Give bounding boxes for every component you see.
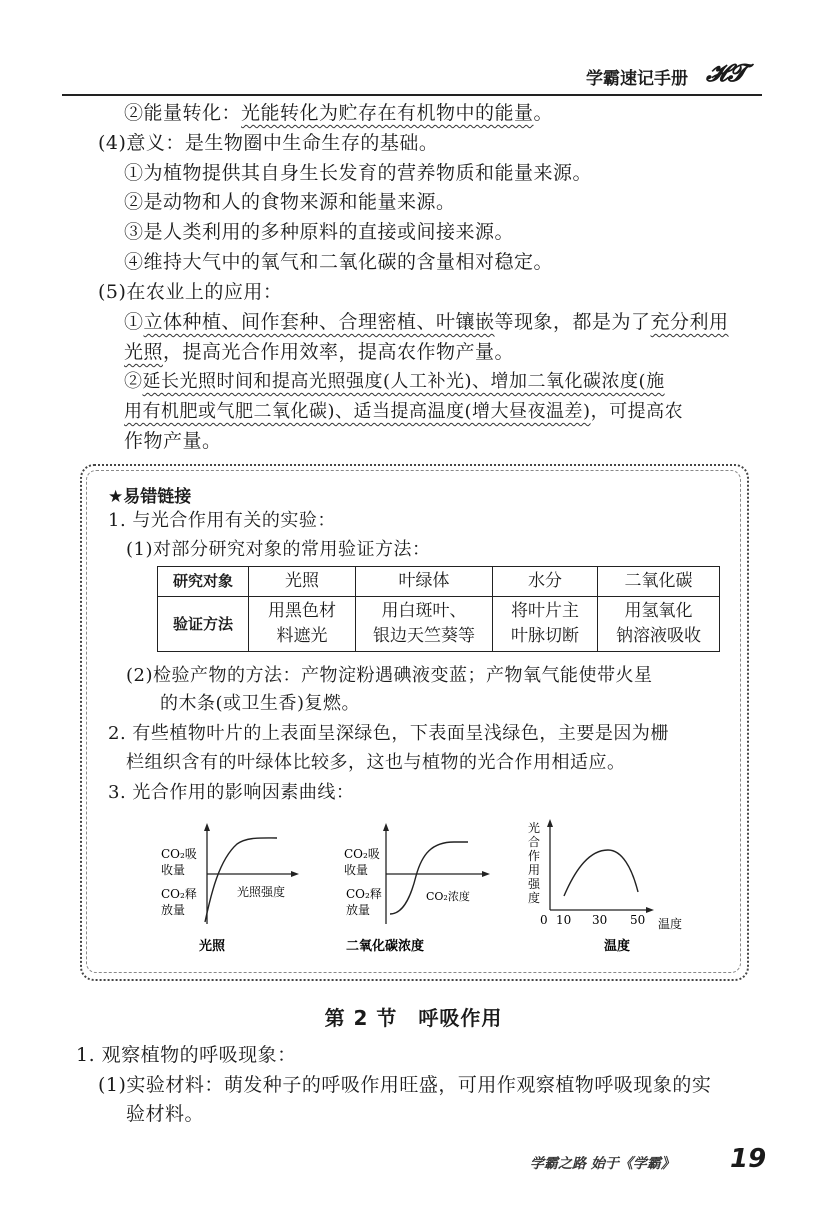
- y-label-char: 强: [528, 877, 541, 891]
- y-up-label: CO₂吸: [344, 847, 380, 861]
- table-cell: 用白斑叶、 银边天竺葵等: [356, 597, 493, 652]
- x-axis-arrow: [482, 871, 490, 877]
- y-label-char: 用: [528, 863, 541, 877]
- text-line: ①立体种植、间作套种、合理密植、叶镶嵌等现象，都是为了充分利用: [124, 311, 729, 333]
- box-item-1-2-cont: 的木条(或卫生香)复燃。: [160, 693, 361, 714]
- header-rule: [62, 94, 762, 96]
- text-line: (5)在农业上的应用：: [98, 281, 283, 303]
- table-header-cell: 叶绿体: [356, 567, 493, 597]
- box-item-1-1: (1)对部分研究对象的常用验证方法：: [126, 539, 431, 560]
- y-up-label: 收量: [344, 863, 369, 877]
- brand-logo: 𝓗𝓣: [706, 58, 747, 87]
- y-up-label: 收量: [161, 863, 186, 877]
- text-line: 1. 观察植物的呼吸现象：: [76, 1044, 297, 1066]
- table-header-cell: 二氧化碳: [598, 567, 720, 597]
- x-axis-arrow: [291, 871, 299, 877]
- chart-temperature: [522, 816, 702, 960]
- curve-co2: [390, 842, 468, 914]
- text-line: 作物产量。: [124, 430, 222, 452]
- box-item-2: 2. 有些植物叶片的上表面呈深绿色，下表面呈浅绿色，主要是因为栅: [108, 723, 669, 744]
- table-header-cell: 研究对象: [158, 567, 249, 597]
- y-down-label: CO₂释: [346, 887, 382, 901]
- table-row: [158, 567, 720, 597]
- box-item-1: 1. 与光合作用有关的实验：: [108, 510, 336, 531]
- text-line: ②是动物和人的食物来源和能量来源。: [124, 191, 456, 213]
- y-axis-arrow: [547, 819, 553, 827]
- chart-co2: [340, 820, 500, 960]
- x-tick-label: 30: [592, 913, 608, 927]
- chart-caption: 温度: [604, 939, 631, 954]
- text-line: (4)意义：是生物圈中生命生存的基础。: [98, 132, 439, 154]
- curve-light: [205, 838, 277, 922]
- y-axis-arrow: [383, 823, 389, 831]
- text-line: ①为植物提供其自身生长发育的营养物质和能量来源。: [124, 162, 593, 184]
- x-axis-label: CO₂浓度: [426, 890, 470, 903]
- text-line: 用有机肥或气肥二氧化碳)、适当提高温度(增大昼夜温差)，可提高农: [124, 401, 684, 422]
- chart-light: [155, 820, 305, 960]
- text-line: ③是人类利用的多种原料的直接或间接来源。: [124, 221, 515, 243]
- table-header-cell: 光照: [249, 567, 356, 597]
- x-tick-label: 50: [630, 913, 646, 927]
- text-line: 光照，提高光合作用效率，提高农作物产量。: [124, 341, 515, 363]
- chart-caption: 二氧化碳浓度: [346, 939, 425, 954]
- x-axis-label: 温度: [658, 917, 683, 931]
- y-label-char: 合: [528, 835, 541, 849]
- footer-slogan: 学霸之路 始于《学霸》: [530, 1156, 675, 1172]
- table-cell: 用氢氧化 钠溶液吸收: [598, 597, 720, 652]
- page-number: 19: [730, 1144, 767, 1174]
- table-header-cell: 水分: [493, 567, 598, 597]
- box-title: ★易错链接: [108, 487, 192, 507]
- header-title: 学霸速记手册: [586, 69, 688, 89]
- text-line: (1)实验材料：萌发种子的呼吸作用旺盛，可用作观察植物呼吸现象的实: [98, 1074, 712, 1096]
- chart-caption: 光照: [199, 939, 226, 954]
- curve-temperature: [564, 850, 638, 896]
- box-item-1-2: (2)检验产物的方法：产物淀粉遇碘液变蓝；产物氧气能使带火星: [126, 665, 653, 686]
- text-line: ②能量转化：光能转化为贮存在有机物中的能量。: [124, 102, 554, 124]
- table-cell: 用黑色材 料遮光: [249, 597, 356, 652]
- y-down-label: CO₂释: [161, 887, 197, 901]
- y-label-char: 光: [528, 821, 541, 835]
- box-item-2-cont: 栏组织含有的叶绿体比较多，这也与植物的光合作用相适应。: [126, 752, 626, 773]
- y-label-char: 作: [528, 849, 541, 863]
- table-cell: 将叶片主 叶脉切断: [493, 597, 598, 652]
- box-item-3: 3. 光合作用的影响因素曲线：: [108, 782, 355, 803]
- verification-table: [157, 566, 720, 652]
- table-row-label: 验证方法: [158, 597, 249, 652]
- text-line: 验材料。: [126, 1103, 205, 1125]
- x-tick-label: 10: [556, 913, 572, 927]
- y-label-char: 度: [528, 891, 541, 905]
- y-axis-arrow: [204, 823, 210, 831]
- x-axis-arrow: [646, 907, 654, 913]
- x-axis-label: 光照强度: [237, 885, 286, 899]
- y-up-label: CO₂吸: [161, 847, 197, 861]
- table-row: [158, 597, 720, 652]
- y-down-label: 放量: [346, 903, 371, 917]
- x-tick-label: 0: [540, 913, 548, 927]
- text-line: ②延长光照时间和提高光照强度(人工补光)、增加二氧化碳浓度(施: [124, 371, 665, 392]
- y-down-label: 放量: [161, 903, 186, 917]
- text-line: ④维持大气中的氧气和二氧化碳的含量相对稳定。: [124, 251, 554, 273]
- section-title: 第 2 节 呼吸作用: [324, 1006, 503, 1030]
